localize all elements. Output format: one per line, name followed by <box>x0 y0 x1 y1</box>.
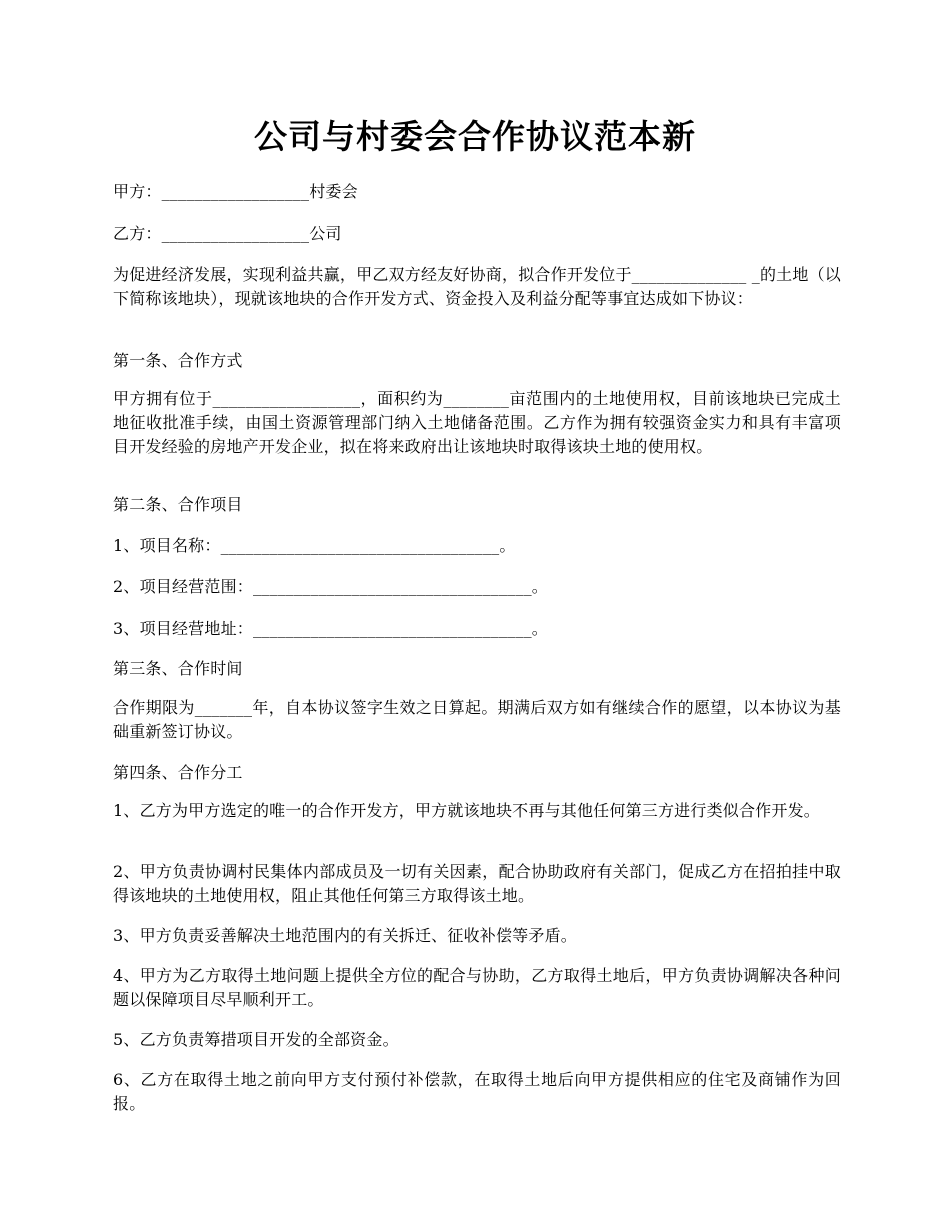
article-2-heading: 第二条、合作项目 <box>113 495 243 514</box>
project-address-line: 3、项目经营地址：__________________________________。 <box>113 619 548 638</box>
preamble-paragraph: 为促进经济发展，实现利益共赢，甲乙双方经友好协商，拟合作开发位于______________ _的土地（以下简称该地块），现就该地块的合作开发方式、资金投入及利益分配等事宜达成如下协议： <box>113 265 841 308</box>
party-a-line: 甲方：__________________村委会 <box>113 182 358 201</box>
document-title: 公司与村委会合作协议范本新 <box>254 117 696 156</box>
article-4-item-3: 3、甲方负责妥善解决土地范围内的有关拆迁、征收补偿等矛盾。 <box>113 926 577 945</box>
article-4-item-1: 1、乙方为甲方选定的唯一的合作开发方，甲方就该地块不再与其他任何第三方进行类似合作开发。 <box>113 801 820 820</box>
article-3-heading: 第三条、合作时间 <box>113 659 243 678</box>
project-scope-line: 2、项目经营范围：__________________________________。 <box>113 577 548 596</box>
article-4-item-2: 2、甲方负责协调村民集体内部成员及一切有关因素，配合协助政府有关部门，促成乙方在招拍挂中取得该地块的土地使用权，阻止其他任何第三方取得该土地。 <box>113 862 841 905</box>
article-3-paragraph: 合作期限为_______年，自本协议签字生效之日算起。期满后双方如有继续合作的愿望，以本协议为基础重新签订协议。 <box>113 698 841 741</box>
article-1-heading: 第一条、合作方式 <box>113 351 243 370</box>
article-4-heading: 第四条、合作分工 <box>113 763 243 782</box>
project-name-line: 1、项目名称：__________________________________。 <box>113 536 516 555</box>
article-4-item-5: 5、乙方负责筹措项目开发的全部资金。 <box>113 1030 399 1049</box>
party-b-line: 乙方：__________________公司 <box>113 224 342 243</box>
article-1-paragraph: 甲方拥有位于__________________，面积约为________亩范围内的土地使用权，目前该地块已完成土地征收批准手续，由国土资源管理部门纳入土地储备范围。乙方作为拥有较强资金实力和具有丰富项目开发经验的房地产开发企业，拟在将来政府出让该地块时取得该块土地的使用权。 <box>113 389 841 456</box>
article-4-item-6: 6、乙方在取得土地之前向甲方支付预付补偿款，在取得土地后向甲方提供相应的住宅及商铺作为回报。 <box>113 1070 841 1113</box>
article-4-item-4: 4、甲方为乙方取得土地问题上提供全方位的配合与协助，乙方取得土地后，甲方负责协调解决各种问题以保障项目尽早顺利开工。 <box>113 966 841 1009</box>
